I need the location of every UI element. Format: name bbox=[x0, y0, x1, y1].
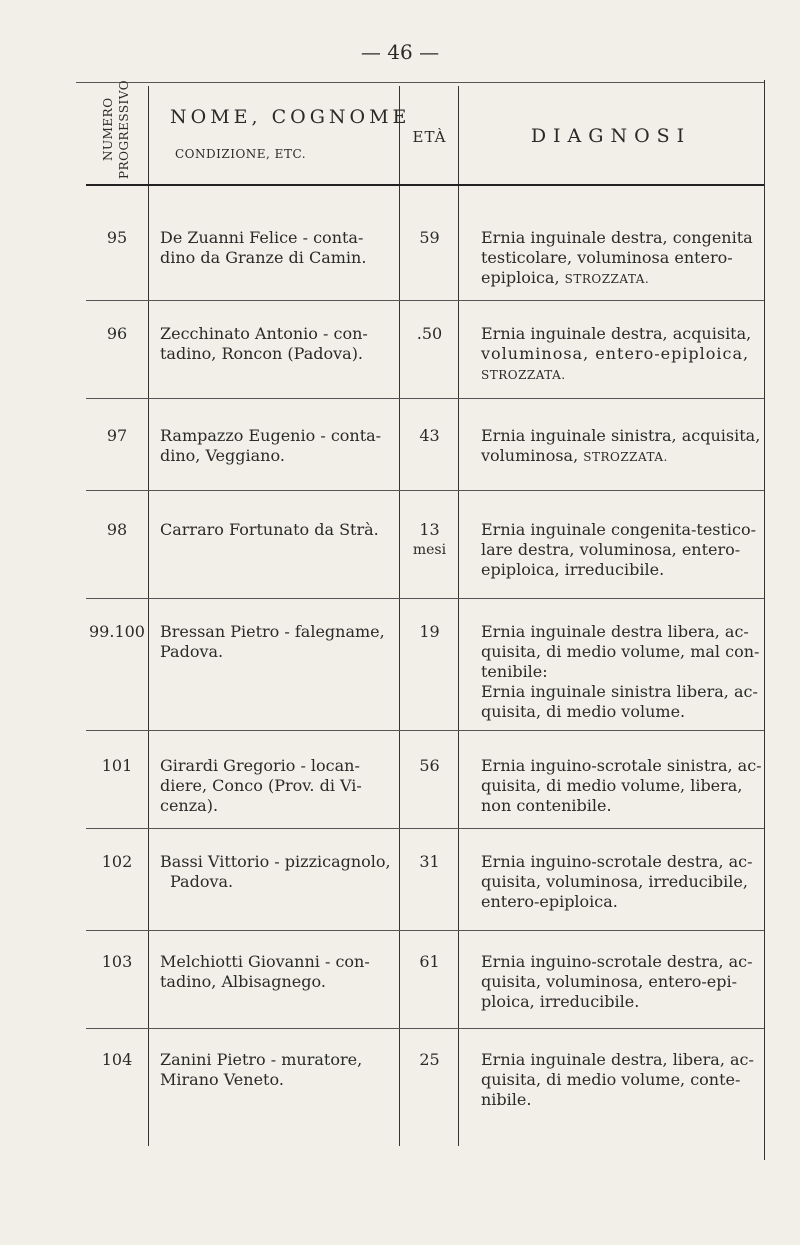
row-diagnosis-text: voluminosa, bbox=[481, 446, 584, 465]
row-diagnosis-line: quisita, voluminosa, irreducibile, bbox=[481, 872, 748, 891]
row-diagnosis-line: Ernia inguino-scrotale destra, ac- bbox=[481, 852, 753, 871]
row-number: 96 bbox=[106, 324, 128, 343]
row-name bbox=[160, 622, 396, 662]
row-name bbox=[160, 1050, 396, 1090]
row-name bbox=[160, 952, 396, 992]
row-age-line: 13 bbox=[419, 520, 440, 539]
row-number: 98 bbox=[106, 520, 128, 539]
row-age: 56 bbox=[419, 756, 440, 775]
row-age: .50 bbox=[416, 324, 443, 343]
page-number: — 46 — bbox=[360, 40, 440, 64]
row-diagnosis-line: Ernia inguinale destra libera, ac- bbox=[481, 622, 749, 641]
row-rule bbox=[86, 730, 764, 731]
row-age-line: mesi bbox=[412, 542, 447, 558]
column-divider bbox=[764, 80, 765, 1160]
row-diagnosis-text: epiploica, bbox=[481, 268, 565, 287]
row-rule bbox=[86, 828, 764, 829]
row-diagnosis bbox=[481, 756, 763, 816]
row-name-line: Bassi Vittorio - pizzicagnolo, bbox=[160, 852, 391, 871]
header-age: ETÀ bbox=[412, 128, 447, 146]
row-rule bbox=[86, 930, 764, 931]
row-name-line: Padova. bbox=[160, 642, 224, 661]
row-diagnosis-line: Ernia inguinale sinistra, acquisita, bbox=[481, 426, 761, 445]
row-diagnosis-line: non contenibile. bbox=[481, 796, 612, 815]
row-diagnosis bbox=[481, 228, 763, 289]
row-name-line: Zanini Pietro - muratore, bbox=[160, 1050, 363, 1069]
row-rule bbox=[86, 490, 764, 491]
row-diagnosis-line: Ernia inguino-scrotale destra, ac- bbox=[481, 952, 753, 971]
row-name-line: cenza). bbox=[160, 796, 219, 815]
row-diagnosis-line: quisita, di medio volume, conte- bbox=[481, 1070, 741, 1089]
row-name-line: De Zuanni Felice - conta- bbox=[160, 228, 364, 247]
row-name-line: diere, Conco (Prov. di Vi- bbox=[160, 776, 362, 795]
row-diagnosis-line: Ernia inguinale congenita-testico- bbox=[481, 520, 757, 539]
header-number-line1: NUMERO bbox=[101, 97, 115, 161]
column-divider bbox=[458, 86, 459, 1146]
header-name-title: NOME, COGNOME bbox=[170, 106, 411, 128]
row-diagnosis bbox=[481, 520, 763, 580]
row-name-line: Melchiotti Giovanni - con- bbox=[160, 952, 370, 971]
row-diagnosis-line bbox=[481, 268, 763, 289]
header-diagnosis: DIAGNOSI bbox=[530, 125, 692, 147]
row-age: 43 bbox=[419, 426, 440, 445]
column-divider bbox=[148, 86, 149, 1146]
row-name-line: Zecchinato Antonio - con- bbox=[160, 324, 368, 343]
header-number-line2: PROGRESSIVO bbox=[117, 79, 131, 179]
row-diagnosis-line bbox=[481, 364, 763, 385]
row-diagnosis-line: quisita, di medio volume. bbox=[481, 702, 686, 721]
row-number: 104 bbox=[101, 1050, 133, 1069]
row-name-line: Padova. bbox=[170, 872, 234, 891]
row-diagnosis-smallcaps: STROZZATA. bbox=[481, 368, 566, 382]
row-rule bbox=[86, 1028, 764, 1029]
row-name-line: dino da Granze di Camin. bbox=[160, 248, 367, 267]
row-diagnosis-line: lare destra, voluminosa, entero- bbox=[481, 540, 741, 559]
row-name-line: Rampazzo Eugenio - conta- bbox=[160, 426, 382, 445]
row-age: 31 bbox=[419, 852, 440, 871]
row-diagnosis-smallcaps: STROZZATA. bbox=[564, 272, 650, 286]
row-diagnosis bbox=[481, 622, 763, 722]
row-name-line: dino, Veggiano. bbox=[160, 446, 285, 465]
row-rule bbox=[86, 300, 764, 301]
row-name-line: tadino, Albisagnego. bbox=[160, 972, 326, 991]
row-name-line: tadino, Roncon (Padova). bbox=[160, 344, 364, 363]
table-top-rule bbox=[76, 82, 764, 83]
row-name bbox=[160, 426, 396, 466]
row-diagnosis-line: ploica, irreducibile. bbox=[481, 992, 640, 1011]
row-name bbox=[160, 324, 396, 364]
row-rule bbox=[86, 398, 764, 399]
row-number: 103 bbox=[101, 952, 133, 971]
row-diagnosis-line: tenibile: bbox=[481, 662, 548, 681]
row-diagnosis bbox=[481, 952, 763, 1012]
row-diagnosis-line: quisita, voluminosa, entero-epi- bbox=[481, 972, 737, 991]
header-number bbox=[86, 79, 146, 179]
row-age bbox=[401, 520, 458, 560]
row-name bbox=[160, 228, 396, 268]
row-name bbox=[160, 756, 396, 816]
header-rule bbox=[86, 184, 764, 186]
row-diagnosis-line: testicolare, voluminosa entero- bbox=[481, 248, 733, 267]
row-diagnosis-line: quisita, di medio volume, mal con- bbox=[481, 642, 760, 661]
row-rule bbox=[86, 598, 764, 599]
row-name-line: Girardi Gregorio - locan- bbox=[160, 756, 360, 775]
row-number: 99.100 bbox=[89, 622, 145, 641]
row-diagnosis bbox=[481, 324, 763, 385]
row-number: 97 bbox=[106, 426, 128, 445]
row-name-line: Bressan Pietro - falegname, bbox=[160, 622, 385, 641]
row-diagnosis-line: voluminosa, entero-epiploica, bbox=[481, 344, 750, 363]
row-age: 19 bbox=[419, 622, 440, 641]
row-diagnosis-line: Ernia inguinale destra, acquisita, bbox=[481, 324, 752, 343]
row-diagnosis-line: epiploica, irreducibile. bbox=[481, 560, 665, 579]
row-number: 102 bbox=[101, 852, 133, 871]
row-diagnosis bbox=[481, 426, 763, 467]
row-diagnosis-line: Ernia inguinale sinistra libera, ac- bbox=[481, 682, 758, 701]
row-number: 95 bbox=[106, 228, 128, 247]
row-age: 61 bbox=[419, 952, 440, 971]
row-age: 59 bbox=[419, 228, 440, 247]
row-diagnosis-line: Ernia inguinale destra, libera, ac- bbox=[481, 1050, 754, 1069]
row-name bbox=[160, 520, 396, 540]
row-diagnosis bbox=[481, 1050, 763, 1110]
row-diagnosis-smallcaps: STROZZATA. bbox=[583, 450, 668, 464]
row-number: 101 bbox=[101, 756, 133, 775]
row-name-line: Mirano Veneto. bbox=[160, 1070, 284, 1089]
row-diagnosis-line: nibile. bbox=[481, 1090, 532, 1109]
row-name bbox=[160, 852, 396, 892]
row-diagnosis-line: entero-epiploica. bbox=[481, 892, 618, 911]
row-diagnosis-line bbox=[481, 446, 763, 467]
column-divider bbox=[399, 86, 400, 1146]
header-name-subtitle: CONDIZIONE, ETC. bbox=[175, 147, 307, 161]
row-diagnosis bbox=[481, 852, 763, 912]
row-name-line: Carraro Fortunato da Strà. bbox=[160, 520, 379, 539]
row-diagnosis-line: Ernia inguinale destra, congenita bbox=[481, 228, 753, 247]
row-diagnosis-line: quisita, di medio volume, libera, bbox=[481, 776, 743, 795]
row-age: 25 bbox=[419, 1050, 440, 1069]
row-diagnosis-line: Ernia inguino-scrotale sinistra, ac- bbox=[481, 756, 762, 775]
